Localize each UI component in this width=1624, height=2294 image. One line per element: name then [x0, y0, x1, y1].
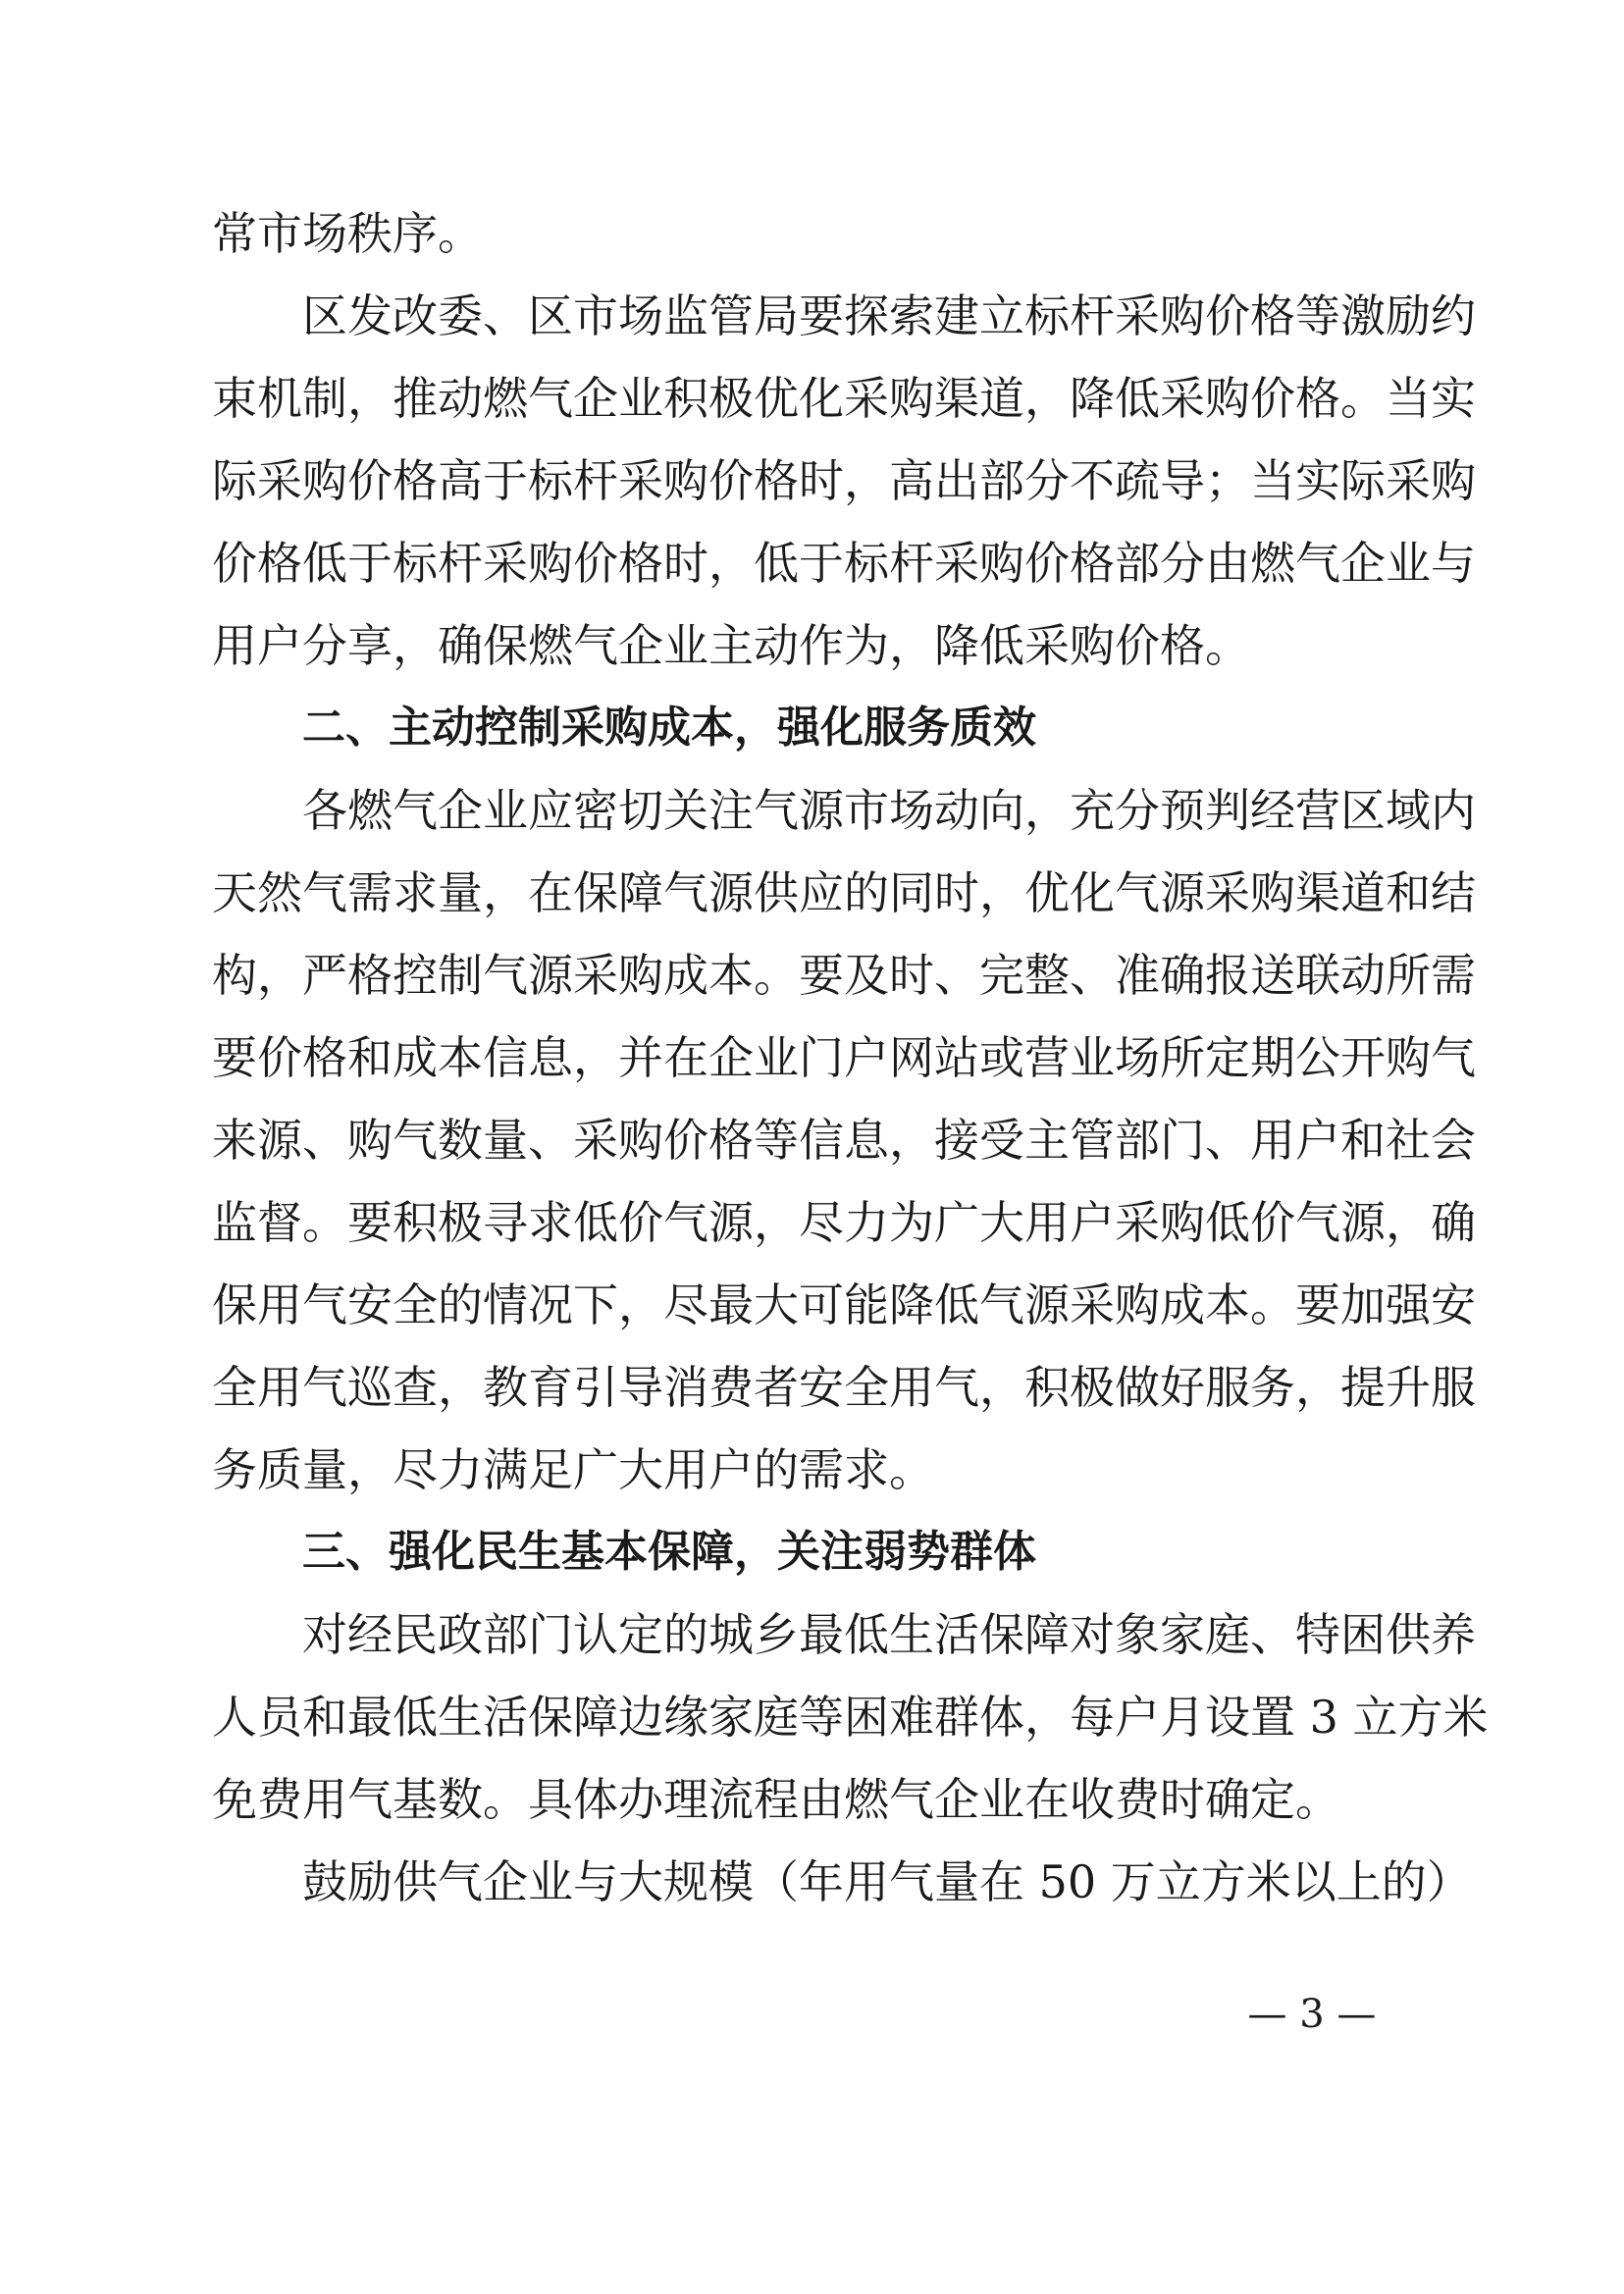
paragraph-line: 保用气安全的情况下，尽最大可能降低气源采购成本。要加强安 — [212, 1278, 1476, 1331]
paragraph-line: 务质量，尽力满足广大用户的需求。 — [212, 1443, 934, 1496]
paragraph-line: 束机制，推动燃气企业积极优化采购渠道，降低采购价格。当实 — [212, 372, 1476, 425]
paragraph-line: 价格低于标杆采购价格时，低于标杆采购价格部分由燃气企业与 — [212, 537, 1476, 590]
paragraph-line: 各燃气企业应密切关注气源市场动向，充分预判经营区域内 — [302, 784, 1476, 837]
paragraph-line: 要价格和成本信息，并在企业门户网站或营业场所定期公开购气 — [212, 1031, 1476, 1084]
paragraph-line: 常市场秩序。 — [212, 207, 483, 260]
paragraph-line: 对经民政部门认定的城乡最低生活保障对象家庭、特困供养 — [302, 1608, 1476, 1661]
paragraph-line: 际采购价格高于标杆采购价格时，高出部分不疏导；当实际采购 — [212, 454, 1476, 507]
paragraph-line: 用户分享，确保燃气企业主动作为，降低采购价格。 — [212, 619, 1250, 672]
paragraph-line: 天然气需求量，在保障气源供应的同时，优化气源采购渠道和结 — [212, 866, 1476, 919]
paragraph-line: 人员和最低生活保障边缘家庭等困难群体，每户月设置 3 立方米 — [212, 1691, 1489, 1744]
paragraph-line: 构，严格控制气源采购成本。要及时、完整、准确报送联动所需 — [212, 949, 1476, 1002]
paragraph-line: 监督。要积极寻求低价气源，尽力为广大用户采购低价气源，确 — [212, 1196, 1476, 1249]
paragraph-line: 鼓励供气企业与大规模（年用气量在 50 万立方米以上的） — [302, 1855, 1472, 1908]
page-number: — 3 — — [1247, 1992, 1377, 2037]
section-heading: 三、强化民生基本保障，关注弱势群体 — [302, 1527, 1036, 1577]
paragraph-line: 免费用气基数。具体办理流程由燃气企业在收费时确定。 — [212, 1773, 1340, 1826]
paragraph-line: 区发改委、区市场监管局要探索建立标杆采购价格等激励约 — [302, 289, 1476, 342]
section-heading: 二、主动控制采购成本，强化服务质效 — [302, 703, 1036, 753]
paragraph-line: 全用气巡查，教育引导消费者安全用气，积极做好服务，提升服 — [212, 1361, 1476, 1414]
paragraph-line: 来源、购气数量、采购价格等信息，接受主管部门、用户和社会 — [212, 1114, 1476, 1167]
